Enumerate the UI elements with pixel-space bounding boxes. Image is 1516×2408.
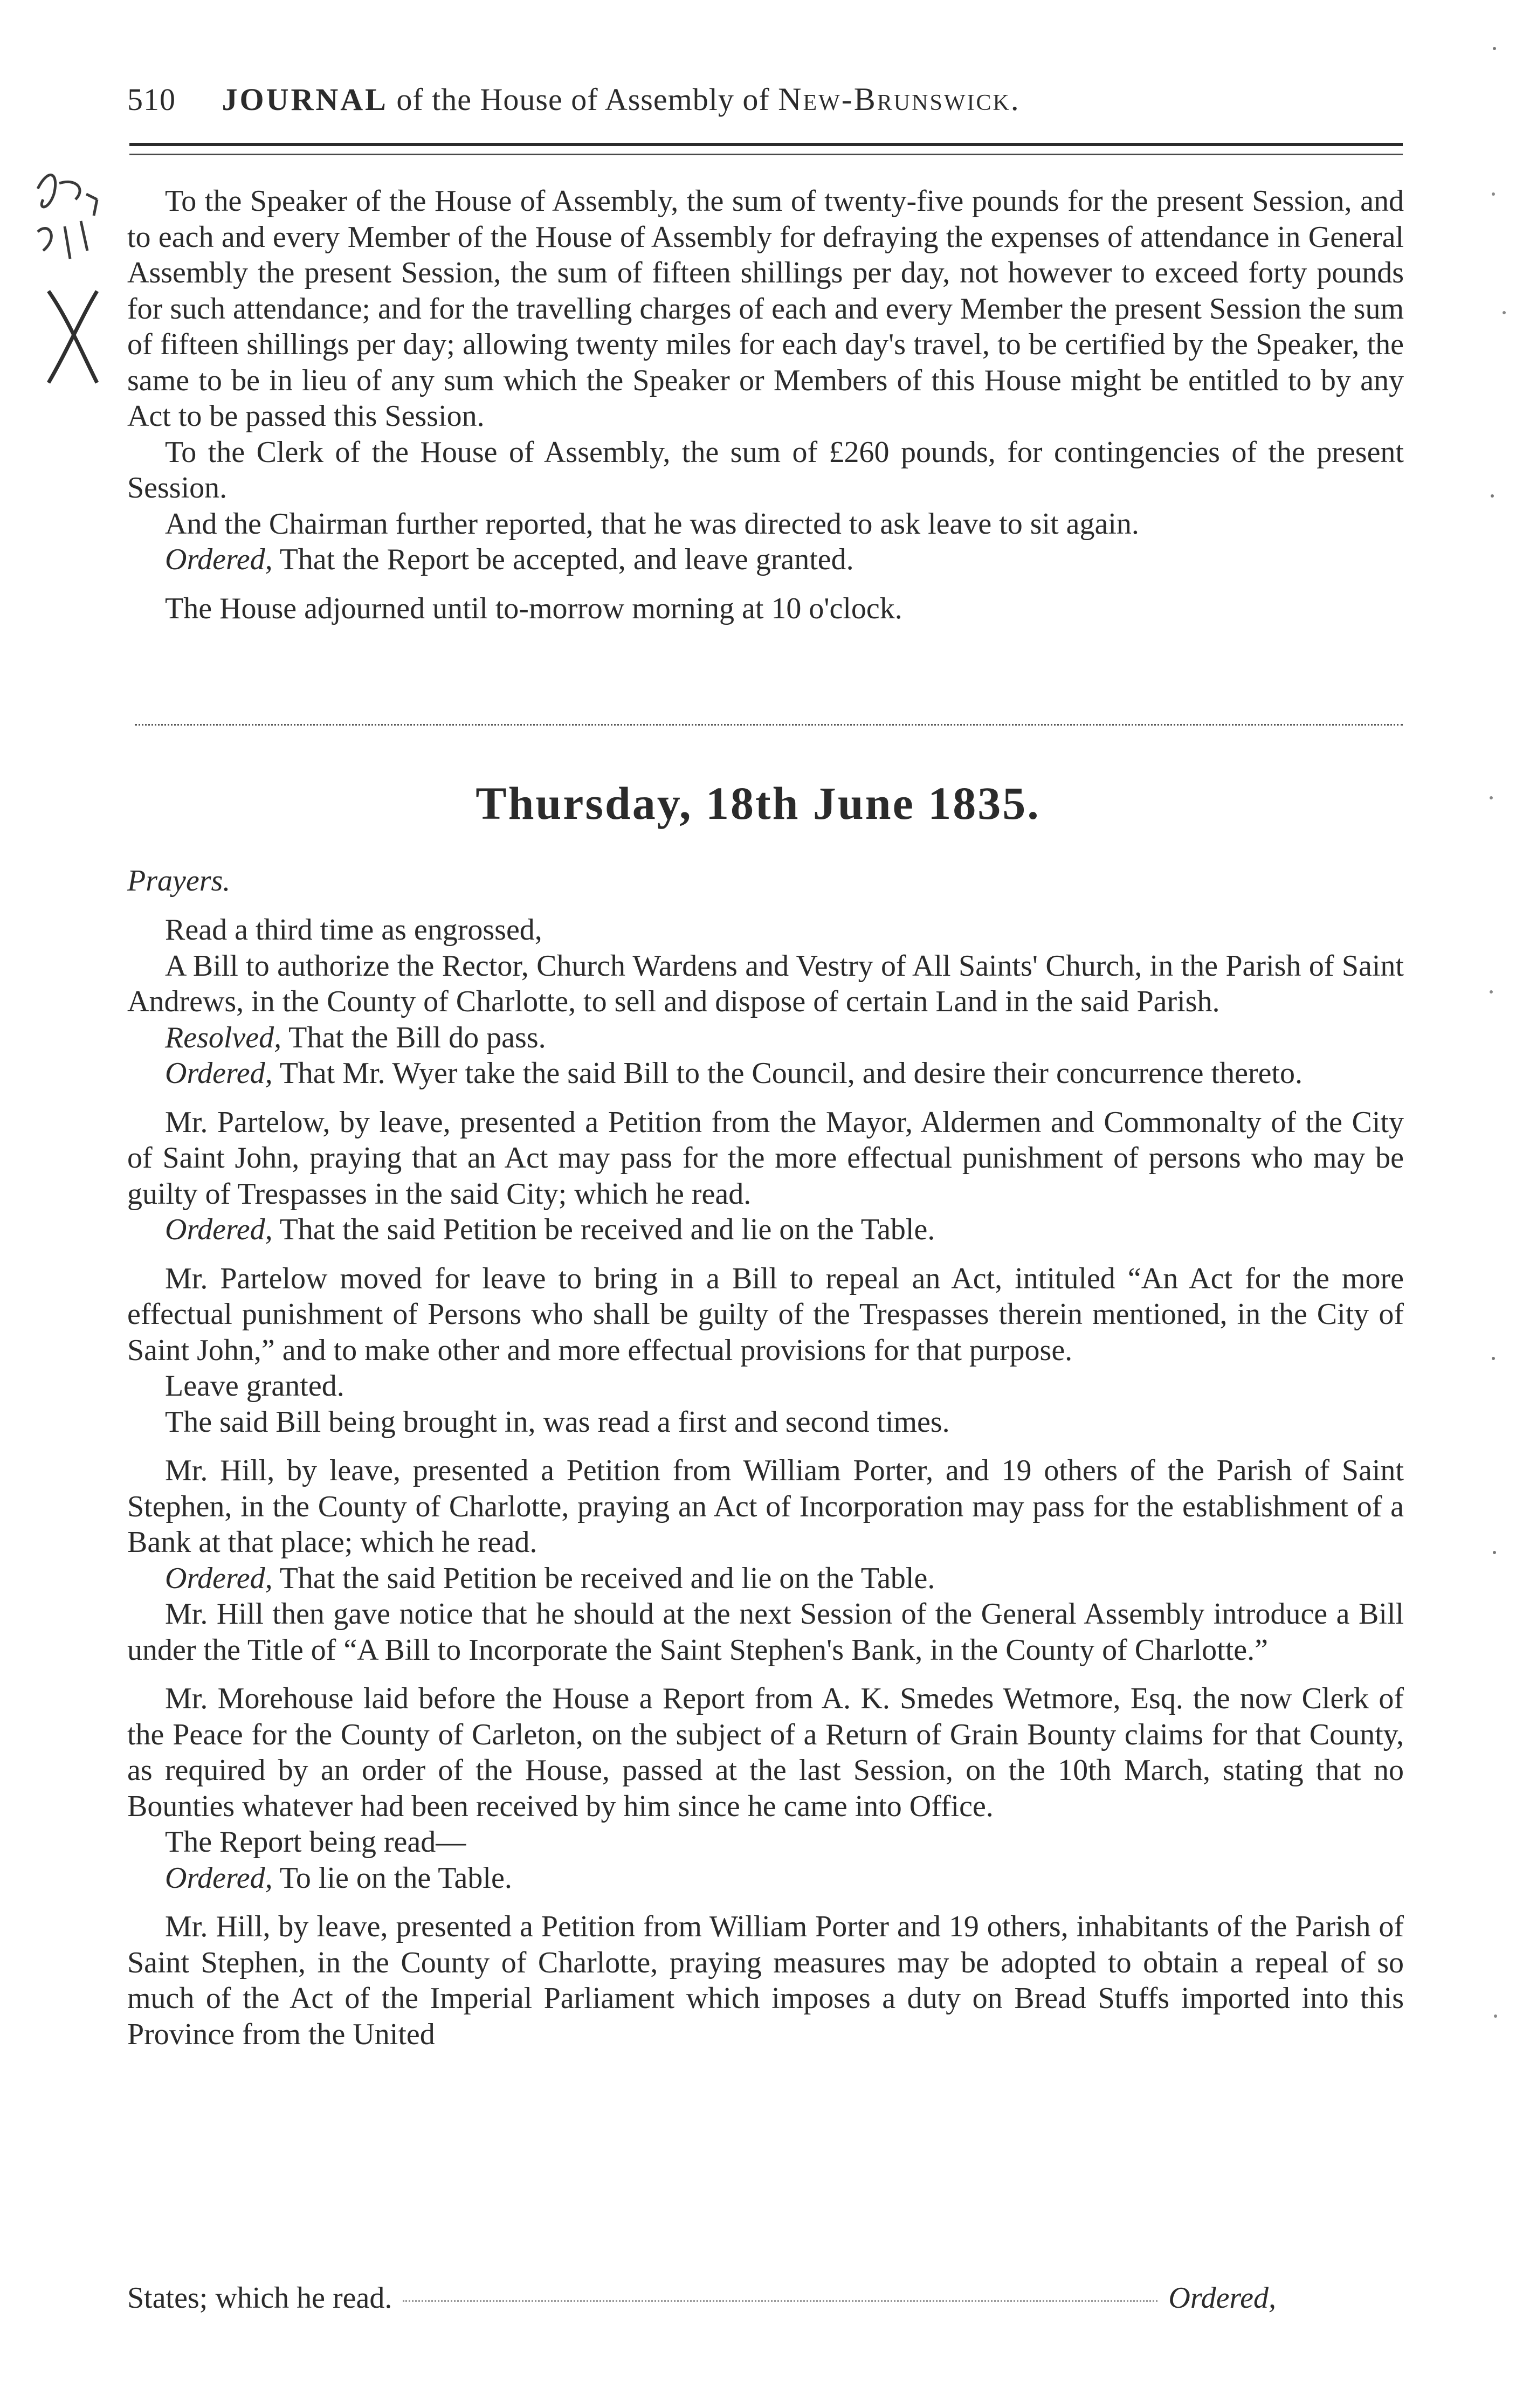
- paragraph: [127, 1020, 1404, 1056]
- handwritten-margin-mark: [16, 156, 119, 410]
- paragraph: [127, 1055, 1404, 1092]
- section-divider: [135, 724, 1403, 726]
- ordered-text: That the said Petition be received and lie on the Table.: [272, 1561, 935, 1595]
- paragraph: And the Chairman further reported, that he was directed to ask leave to sit again.: [165, 507, 1139, 541]
- header-double-rule: [129, 143, 1403, 155]
- ordered-text: To lie on the Table.: [272, 1861, 512, 1895]
- ordered-label: Ordered,: [165, 1561, 273, 1595]
- paragraph: [127, 1561, 1404, 1597]
- ordered-text: That the Report be accepted, and leave granted.: [272, 543, 854, 576]
- running-head: [127, 81, 1410, 118]
- paragraph: The House adjourned until to-morrow morning at 10 o'clock.: [165, 591, 902, 625]
- paragraph: [127, 1212, 1404, 1248]
- resolved-label: Resolved,: [165, 1020, 282, 1054]
- paragraph: To the Clerk of the House of Assembly, the sum of £260 pounds, for contingencies of the present Session.: [127, 435, 1404, 505]
- paragraph: [127, 542, 1404, 578]
- paragraph: Read a third time as engrossed,: [165, 913, 542, 947]
- page-edge-specks: [1484, 0, 1516, 2408]
- committee-report-continuation: [127, 183, 1404, 626]
- ordered-text: That the said Petition be received and lie on the Table.: [272, 1213, 935, 1246]
- dotted-leader: [403, 2300, 1157, 2302]
- last-line-text: States; which he read.: [127, 2281, 392, 2315]
- paragraph: Mr. Partelow moved for leave to bring in a Bill to repeal an Act, intituled “An Act for the more effectual punishment of Persons who shall be guilty of the Trespasses therein mentioned, in the City of Saint John,” and to make other and more effectual provisions for that purpose.: [127, 1261, 1404, 1367]
- ordered-label: Ordered,: [165, 1861, 273, 1895]
- paragraph: [127, 1860, 1404, 1896]
- paragraph: Mr. Hill, by leave, presented a Petition from William Porter and 19 others, inhabitants of the Parish of Saint Stephen, in the County of Charlotte, praying measures may be adopted to obtain a repeal of so much of the Act of the Imperial Parliament which imposes a duty on Bread Stuffs imported into this Province from the United: [127, 1910, 1404, 2051]
- paragraph: Mr. Hill then gave notice that he should at the next Session of the General Assembly introduce a Bill under the Title of “A Bill to Incorporate the Saint Stephen's Bank, in the County of Charlotte.”: [127, 1597, 1404, 1667]
- ordered-label: Ordered,: [165, 543, 273, 576]
- ordered-label: Ordered,: [165, 1057, 273, 1090]
- last-line: [127, 2280, 1448, 2316]
- catchword: Ordered,: [1168, 2281, 1276, 2315]
- province-name: New-Brunswick.: [778, 81, 1021, 117]
- ordered-label: Ordered,: [165, 1213, 273, 1246]
- ordered-text: That Mr. Wyer take the said Bill to the Council, and desire their concurrence thereto.: [272, 1057, 1303, 1090]
- day-heading: Thursday, 18th June 1835.: [476, 777, 1040, 829]
- paragraph: Mr. Morehouse laid before the House a Report from A. K. Smedes Wetmore, Esq. the now Clerk of the Peace for the County of Carleton, on the subject of a Return of Grain Bounty claims for that County, as required by an order of the House, passed at the last Session, on the 10th March, stating that no Bounties whatever had been received by him since he came into Office.: [127, 1682, 1404, 1823]
- journal-title: JOURNAL: [222, 82, 388, 117]
- paragraph: Leave granted.: [165, 1369, 344, 1403]
- paragraph: The Report being read—: [165, 1825, 466, 1859]
- paragraph: Mr. Hill, by leave, presented a Petition from William Porter, and 19 others of the Parish of Saint Stephen, in the County of Charlotte, praying an Act of Incorporation may pass for the establishment of a Bank at that place; which he read.: [127, 1454, 1404, 1559]
- prayers-label: Prayers.: [127, 864, 231, 898]
- proceedings-body: [127, 912, 1404, 2052]
- paragraph: To the Speaker of the House of Assembly, the sum of twenty-five pounds for the present Session, and to each and every Member of the House of Assembly for defraying the expenses of attendance in General Assembly the present Session, the sum of fifteen shillings per day, not however to exceed forty pounds for such attendance; and for the travelling charges of each and every Member the present Session the sum of fifteen shillings per day; allowing twenty miles for each day's travel, to be certified by the Speaker, the same to be in lieu of any sum which the Speaker or Members of this House might be entitled to by any Act to be passed this Session.: [127, 184, 1404, 433]
- paragraph: Mr. Partelow, by leave, presented a Petition from the Mayor, Aldermen and Commonalty of the City of Saint John, praying that an Act may pass for the more effectual punishment of persons who may be guilty of Trespasses in the said City; which he read.: [127, 1105, 1404, 1211]
- paragraph: A Bill to authorize the Rector, Church Wardens and Vestry of All Saints' Church, in the Parish of Saint Andrews, in the County of Charlotte, to sell and dispose of certain Land in the said Parish.: [127, 949, 1404, 1018]
- paragraph: The said Bill being brought in, was read a first and second times.: [165, 1405, 950, 1439]
- resolved-text: That the Bill do pass.: [281, 1020, 546, 1054]
- page-number: 510: [127, 82, 176, 117]
- journal-subtitle: of the House of Assembly of: [396, 82, 770, 117]
